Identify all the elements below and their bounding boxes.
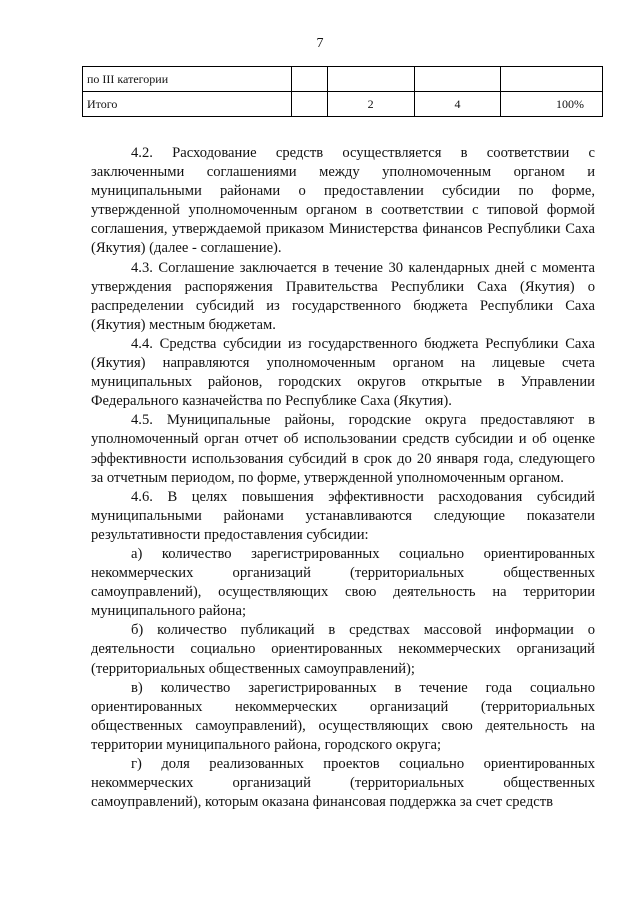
list-item-b: б) количество публикаций в средствах массовой информации о деятельности социально ориентированных некоммерческих организаций (территориальных общественных самоуправлений); [91, 622, 595, 677]
table-row [83, 67, 603, 92]
list-item-g: г) доля реализованных проектов социально ориентированных некоммерческих организаций (территориальных общественных самоуправлений), которым оказана финансовая поддержка за счет средств [91, 756, 595, 811]
table-cell-label: по III категории [83, 67, 292, 92]
table-cell [291, 92, 327, 117]
paragraph-4-5: 4.5. Муниципальные районы, городские округа предоставляют в уполномоченный орган отчет об использовании средств субсидии и об оценке эффективности использования субсидий в срок до 20 января года, следующего за отчетным периодом, по форме, утвержденной уполномоченным органом. [91, 412, 595, 486]
table-cell-label: Итого [83, 92, 292, 117]
page-number: 7 [316, 36, 324, 51]
table-cell [414, 67, 501, 92]
document-body [91, 144, 595, 812]
paragraph-4-4: 4.4. Средства субсидии из государственного бюджета Республики Саха (Якутия) направляются уполномоченным органом на лицевые счета муниципальных районов, городских округов открытые в Управлении Федерального казначейства по Республике Саха (Якутия). [91, 335, 595, 410]
table-row [83, 92, 603, 117]
paragraph-4-3: 4.3. Соглашение заключается в течение 30 календарных дней с момента утверждения распоряжения Правительства Республики Саха (Якутия) о распределении субсидий из государственного бюджета Республики Саха (Якутия) местным бюджетам. [91, 259, 595, 333]
table-cell: 2 [327, 92, 414, 117]
table-cell [327, 67, 414, 92]
table-cell [291, 67, 327, 92]
list-item-a: а) количество зарегистрированных социально ориентированных некоммерческих организаций (территориальных общественных самоуправлений), осуществляющих свою деятельность на территории муниципального района; [91, 545, 595, 620]
list-item-v: в) количество зарегистрированных в течение года социально ориентированных некоммерческих организаций (территориальных общественных самоуправлений), осуществляющих свою деятельность на территории муниципального района, городского округа; [91, 679, 595, 753]
table-cell: 100% [501, 92, 603, 117]
table-cell [501, 67, 603, 92]
table-cell: 4 [414, 92, 501, 117]
summary-table [82, 66, 603, 117]
paragraph-4-6: 4.6. В целях повышения эффективности расходования субсидий муниципальными районами устанавливаются следующие показатели результативности предоставления субсидии: [91, 488, 595, 543]
paragraph-4-2: 4.2. Расходование средств осуществляется в соответствии с заключенными соглашениями между уполномоченным органом и муниципальными районами о предоставлении субсидии по форме, утвержденной уполномоченным органом в соответствии с типовой формой соглашения, утверждаемой приказом Министерства финансов Республики Саха (Якутия) (далее - соглашение). [91, 145, 595, 257]
